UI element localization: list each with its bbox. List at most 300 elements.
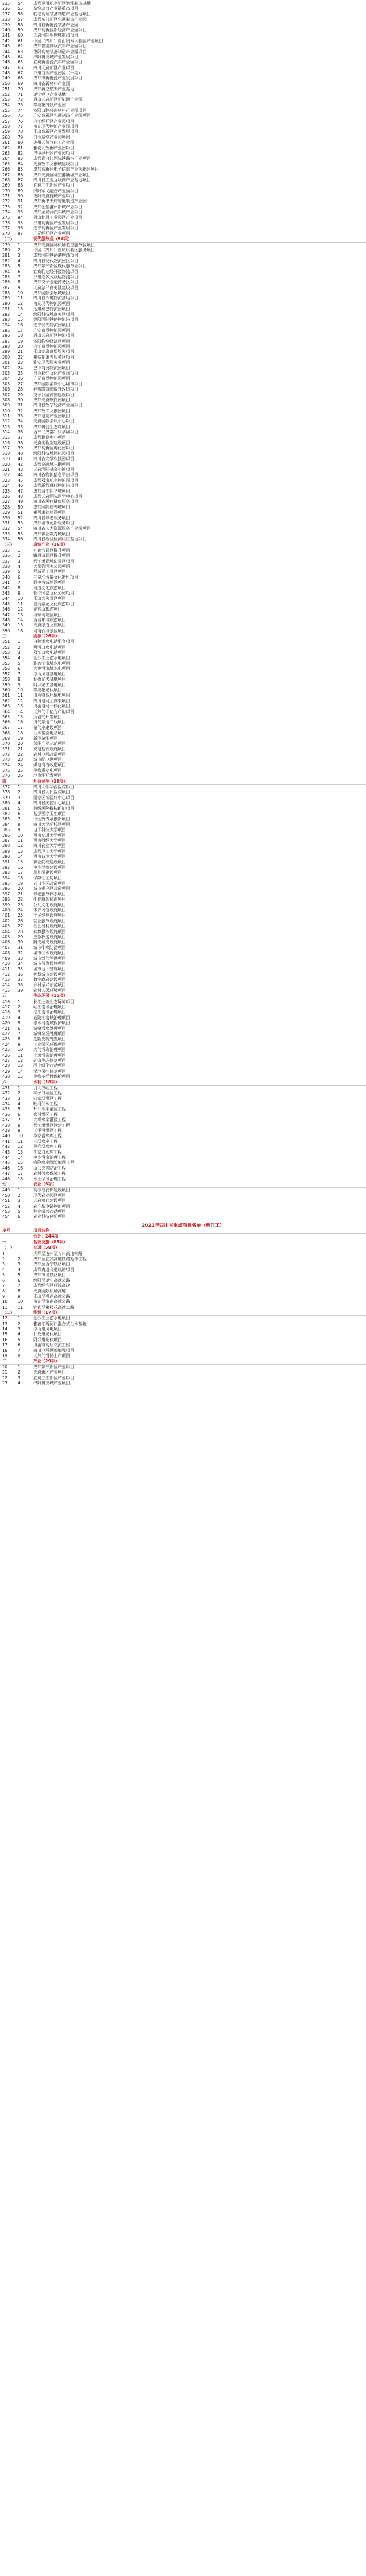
row-total-number: 335 <box>2 548 10 553</box>
project-row <box>0 768 366 773</box>
row-total-number: 278 <box>2 231 10 236</box>
row-category-number: 3 <box>18 1198 21 1204</box>
project-row <box>0 87 366 92</box>
row-text: 成都天府软件园项目 <box>33 397 70 402</box>
row-category-number: 33 <box>18 956 23 961</box>
row-category-number: 54 <box>18 1 23 6</box>
project-row <box>0 1112 366 1117</box>
row-text: 农产品冷链物流项目 <box>33 1204 70 1209</box>
row-text: 成都青白江国际铁路港产业项目 <box>33 156 91 161</box>
row-total-number: 250 <box>2 81 10 86</box>
row-text: 南充现代物流园项目 <box>33 301 70 306</box>
row-category-number: 3 <box>18 795 21 800</box>
row-text: 现代服务业（56项） <box>33 236 72 242</box>
row-total-number: 五 <box>2 993 6 998</box>
row-category-number: 15 <box>18 317 23 323</box>
row-text: 成都天府国际医学中心项目 <box>33 494 82 499</box>
row-category-number: 3 <box>18 1375 21 1380</box>
row-total-number: 374 <box>2 762 10 768</box>
project-row <box>0 1251 366 1257</box>
project-row <box>0 489 366 494</box>
row-category-number: 3 <box>18 1327 21 1332</box>
row-total-number: 399 <box>2 902 10 907</box>
row-total-number: 376 <box>2 773 10 778</box>
row-total-number: 314 <box>2 430 10 435</box>
row-total-number: 10 <box>2 1299 8 1304</box>
project-row <box>0 1166 366 1171</box>
row-total-number: 334 <box>2 537 10 542</box>
row-category-number: 4 <box>18 655 21 660</box>
row-text: 绵阳科技城孵化园项目 <box>33 451 74 456</box>
row-category-number: 2 <box>18 1321 21 1326</box>
project-row <box>0 1257 366 1262</box>
row-text: 城市配电网项目 <box>33 757 62 762</box>
project-row <box>0 199 366 204</box>
row-text: 成都职业教育城项目 <box>33 531 70 536</box>
row-text: 成都城市更新服务项目 <box>33 520 74 526</box>
row-total-number: 341 <box>2 580 10 585</box>
project-row <box>0 253 366 258</box>
project-row <box>0 650 366 655</box>
row-total-number: 259 <box>2 129 10 134</box>
row-total-number: 252 <box>2 92 10 97</box>
row-category-number: 1 <box>18 999 21 1004</box>
row-total-number: 342 <box>2 585 10 590</box>
row-total-number: 16 <box>2 1337 8 1342</box>
row-total-number: 351 <box>2 639 10 645</box>
project-row <box>0 1343 366 1348</box>
row-total-number: 249 <box>2 76 10 81</box>
row-category-number: 21 <box>18 349 23 354</box>
project-row <box>0 843 366 849</box>
row-total-number: 305 <box>2 381 10 386</box>
row-total-number: 297 <box>2 338 10 344</box>
row-total-number: 286 <box>2 280 10 285</box>
project-row <box>0 602 366 607</box>
row-text: 四川省数字经济产业园项目 <box>33 403 82 408</box>
row-category-number: 78 <box>18 129 23 134</box>
row-total-number: 235 <box>2 1 10 6</box>
row-text: 成都至达州至万州高速铁路 <box>33 1251 82 1256</box>
project-row <box>0 1155 366 1160</box>
row-category-number: 39 <box>18 446 23 451</box>
project-row <box>0 564 366 569</box>
row-total-number: 423 <box>2 1037 10 1042</box>
row-text: 乐山高新区产业发展项目 <box>33 129 78 134</box>
project-row <box>0 1144 366 1149</box>
row-category-number: 22 <box>18 752 23 757</box>
row-category-number: 26 <box>18 773 23 778</box>
row-total-number: 270 <box>2 188 10 193</box>
row-text: 城市棚户区改造项目 <box>33 886 70 891</box>
project-row <box>0 913 366 918</box>
project-row <box>0 1037 366 1042</box>
project-row <box>0 661 366 666</box>
row-text: 蜀道文化旅游项目 <box>33 585 66 590</box>
row-total-number: 282 <box>2 258 10 263</box>
project-row <box>0 607 366 612</box>
row-total-number: 1 <box>2 1251 5 1256</box>
project-row <box>0 1150 366 1155</box>
row-text: 天府数字文创城建设项目 <box>33 161 78 166</box>
row-total-number: 序号 <box>2 1228 10 1233</box>
row-total-number: 430 <box>2 1074 10 1079</box>
project-row <box>0 817 366 822</box>
row-text: 成都科创生态岛项目 <box>33 424 70 429</box>
row-text: 眉山甘眉工业园区产业项目 <box>33 215 82 220</box>
row-text: 三星堆古蜀文化遗址项目 <box>33 574 78 580</box>
row-category-number: 3 <box>18 558 21 564</box>
row-category-number: 59 <box>18 27 23 32</box>
row-category-number: 3 <box>18 1096 21 1101</box>
row-total-number: 271 <box>2 194 10 199</box>
row-category-number: 1 <box>18 785 21 790</box>
row-total-number: 346 <box>2 607 10 612</box>
row-category-number: 23 <box>18 757 23 762</box>
project-row <box>0 183 366 188</box>
row-text: 公共文化设施项目 <box>33 902 66 907</box>
project-row <box>0 741 366 747</box>
project-list <box>0 1 366 1386</box>
row-text: 全民健身设施项目 <box>33 913 66 918</box>
row-total-number: 380 <box>2 801 10 806</box>
row-total-number: 六 <box>2 1079 6 1084</box>
row-category-number: 7 <box>18 1348 21 1353</box>
row-category-number: 83 <box>18 156 23 161</box>
project-row <box>0 908 366 913</box>
project-row <box>0 1010 366 1015</box>
row-text: 德阳高端装备制造产业园项目 <box>33 49 87 54</box>
row-total-number: 418 <box>2 1010 10 1015</box>
project-row <box>0 1058 366 1063</box>
project-row <box>0 1337 366 1343</box>
row-category-number: 34 <box>18 419 23 424</box>
row-text: 矿山生态修复项目 <box>33 1058 66 1063</box>
row-total-number: 355 <box>2 661 10 666</box>
project-row <box>0 785 366 790</box>
row-total-number: 307 <box>2 392 10 397</box>
row-text: 成都天府国际机场临空服务区项目 <box>33 242 95 247</box>
row-text: 成都东部新区现代服务业项目 <box>33 264 87 269</box>
row-text: 现代农业园区项目 <box>33 1193 66 1198</box>
row-text: 智慧城市建设项目 <box>33 972 66 977</box>
row-category-number: 32 <box>18 408 23 413</box>
row-total-number: 300 <box>2 354 10 360</box>
row-total-number: 251 <box>2 87 10 92</box>
row-total-number: 20 <box>2 1364 8 1369</box>
project-row <box>0 430 366 435</box>
row-category-number: 35 <box>18 424 23 429</box>
row-text: 都江堰灌区续建工程 <box>33 1123 70 1128</box>
row-category-number: 93 <box>18 210 23 215</box>
row-category-number: 7 <box>18 1117 21 1123</box>
row-total-number: 287 <box>2 285 10 290</box>
project-row <box>0 1117 366 1123</box>
row-text: 成都龙泉驿汽车城产业项目 <box>33 210 82 215</box>
project-row <box>0 205 366 210</box>
row-text: 四川省新材料产业园 <box>33 81 70 86</box>
project-row <box>0 720 366 725</box>
row-text: 成都电竞产业园项目 <box>33 414 70 419</box>
row-total-number: 397 <box>2 891 10 896</box>
row-total-number: 306 <box>2 387 10 392</box>
project-row <box>0 1107 366 1112</box>
row-category-number: 14 <box>18 312 23 317</box>
project-row <box>0 1086 366 1091</box>
row-category-number: 12 <box>18 698 23 703</box>
row-category-number: 22 <box>18 897 23 902</box>
row-text: 大渡河流域水电项目 <box>33 666 70 671</box>
row-total-number: 302 <box>2 365 10 370</box>
project-row <box>0 226 366 231</box>
row-category-number: 81 <box>18 145 23 150</box>
row-category-number: 16 <box>18 628 23 633</box>
row-text: 南充现代物流产业园项目 <box>33 124 78 129</box>
row-text: 乐山文旅商贸服务项目 <box>33 349 74 354</box>
project-row <box>0 688 366 693</box>
row-category-number: 2 <box>18 1091 21 1096</box>
project-row <box>0 269 366 275</box>
row-category-number: 13 <box>18 307 23 312</box>
project-row <box>0 215 366 221</box>
project-row <box>0 360 366 365</box>
row-text: 成都高新区电子信息产业功能区项目 <box>33 167 99 172</box>
row-text: 巴中商贸物流园项目 <box>33 365 70 370</box>
project-row <box>0 60 366 65</box>
project-row <box>0 892 366 897</box>
project-row <box>0 28 366 33</box>
row-total-number: 275 <box>2 215 10 220</box>
row-total-number: 400 <box>2 908 10 913</box>
row-category-number: 6 <box>18 811 21 816</box>
row-category-number: 37 <box>18 435 23 440</box>
project-row <box>0 446 366 451</box>
row-total-number: 255 <box>2 108 10 113</box>
row-total-number: 19 <box>2 1353 8 1359</box>
row-text: 都江堰青城山景区项目 <box>33 558 74 564</box>
row-text: 湿地保护修复项目 <box>33 1069 66 1074</box>
row-total-number: 407 <box>2 945 10 950</box>
row-text: 地热能开发项目 <box>33 773 62 778</box>
row-category-number: 25 <box>18 370 23 376</box>
row-text: 南充至潼南高速公路 <box>33 1299 70 1304</box>
row-total-number: 387 <box>2 838 10 843</box>
row-total-number: 17 <box>2 1343 8 1348</box>
row-category-number: 96 <box>18 226 23 231</box>
row-category-number: 2 <box>18 645 21 650</box>
project-row <box>0 537 366 542</box>
project-row <box>0 559 366 564</box>
project-row <box>0 414 366 419</box>
row-text: 黄桷坝水库工程 <box>33 1144 62 1149</box>
row-text: 高标准农田建设项目 <box>33 1188 70 1193</box>
row-text: 江家口水库工程 <box>33 1149 62 1155</box>
row-total-number: 360 <box>2 688 10 692</box>
row-text: 职业院校建设项目 <box>33 859 66 865</box>
project-row <box>0 419 366 424</box>
row-text: 社会民生（39项） <box>33 778 68 784</box>
row-total-number: 290 <box>2 301 10 306</box>
project-row <box>0 301 366 307</box>
row-category-number: 18 <box>18 875 23 880</box>
row-total-number: 3 <box>2 1262 5 1267</box>
row-total-number: 289 <box>2 296 10 301</box>
row-category-number: 44 <box>18 472 23 478</box>
project-row <box>0 988 366 993</box>
row-category-number: 6 <box>18 1112 21 1117</box>
row-category-number: 31 <box>18 403 23 408</box>
project-row <box>0 409 366 414</box>
row-category-number: 8 <box>18 1123 21 1128</box>
row-category-number: 84 <box>18 161 23 166</box>
project-row <box>0 1101 366 1107</box>
row-text: 水利（18项） <box>33 1079 60 1084</box>
row-total-number: 369 <box>2 736 10 741</box>
row-text: 天府总部商务区建设项目 <box>33 285 78 290</box>
row-total-number: 7 <box>2 1283 5 1288</box>
project-row <box>0 97 366 103</box>
row-total-number: 398 <box>2 897 10 902</box>
row-text: 病险水库除险加固工程 <box>33 1160 74 1165</box>
row-total-number: 370 <box>2 741 10 746</box>
project-row <box>0 499 366 504</box>
row-text: 内江商贸物流园项目 <box>33 344 70 349</box>
project-row <box>0 575 366 580</box>
project-row <box>0 92 366 97</box>
row-text: 四川电网主网架项目 <box>33 698 70 703</box>
row-category-number: 15 <box>18 1074 23 1079</box>
project-row <box>0 1278 366 1283</box>
row-category-number: 5 <box>18 1209 21 1214</box>
row-category-number: 11 <box>18 1053 23 1058</box>
project-row <box>0 1365 366 1370</box>
row-total-number: 256 <box>2 113 10 118</box>
row-text: 城镇垃圾处理项目 <box>33 1031 66 1036</box>
row-text: 李家岩水库工程 <box>33 1133 62 1139</box>
row-text: 成都航空航天产业基地 <box>33 87 74 92</box>
project-row <box>0 704 366 709</box>
project-row <box>0 613 366 618</box>
row-text: 能源（17项） <box>33 1310 60 1315</box>
row-total-number: 367 <box>2 725 10 730</box>
project-row <box>0 1069 366 1074</box>
row-category-number: 22 <box>18 354 23 360</box>
row-text: 绵阳至遂宁高速公路 <box>33 1278 70 1283</box>
row-text: 四川省大学科技园项目 <box>33 456 74 462</box>
row-category-number: 62 <box>18 44 23 49</box>
row-category-number: 82 <box>18 150 23 156</box>
row-total-number: 257 <box>2 118 10 124</box>
row-total-number: 419 <box>2 1015 10 1020</box>
row-category-number: 92 <box>18 204 23 209</box>
project-row <box>0 1321 366 1327</box>
row-text: 亭子口灌区工程 <box>33 1091 62 1096</box>
row-category-number: 13 <box>18 612 23 617</box>
row-category-number: 68 <box>18 76 23 81</box>
row-text: 春熙路商圈提升改造项目 <box>33 387 78 392</box>
row-category-number: 16 <box>18 1165 23 1171</box>
row-text: 基础设施（85项） <box>33 1239 68 1244</box>
project-row <box>0 103 366 108</box>
row-text: 天府粮仓建设项目 <box>33 1198 66 1204</box>
row-text: 绵阳科技城产业项目 <box>33 1381 70 1385</box>
project-row <box>0 1091 366 1096</box>
row-text: 成都新都现代物流港项目 <box>33 483 78 488</box>
row-total-number: 269 <box>2 183 10 188</box>
row-text: 中国（四川）自贸试验区服务项目 <box>33 247 95 252</box>
row-total-number: 384 <box>2 822 10 827</box>
row-total-number: 23 <box>2 1381 8 1385</box>
row-total-number: 293 <box>2 317 10 323</box>
project-row <box>0 1299 366 1304</box>
row-category-number: 35 <box>18 967 23 972</box>
project-row <box>0 494 366 499</box>
row-category-number: 18 <box>18 731 23 736</box>
row-total-number: 339 <box>2 569 10 574</box>
project-row <box>0 1128 366 1133</box>
row-category-number: 56 <box>18 11 23 16</box>
row-text: 煤电清洁改造项目 <box>33 762 66 768</box>
project-row <box>0 393 366 398</box>
row-total-number: 450 <box>2 1193 10 1198</box>
project-row <box>0 699 366 704</box>
project-row <box>0 307 366 312</box>
row-category-number: 13 <box>18 704 23 709</box>
row-total-number: 425 <box>2 1047 10 1053</box>
row-total-number: 393 <box>2 870 10 875</box>
project-row <box>0 1198 366 1204</box>
row-category-number: 11 <box>18 693 23 698</box>
row-total-number: 424 <box>2 1042 10 1047</box>
row-total-number: 353 <box>2 650 10 655</box>
row-text: 中医药传承创新项目 <box>33 817 70 822</box>
row-category-number: 73 <box>18 103 23 108</box>
row-text: 沱江流域治理项目 <box>33 1010 66 1015</box>
project-row <box>0 806 366 811</box>
row-category-number: 17 <box>18 870 23 875</box>
row-category-number: 20 <box>18 886 23 891</box>
row-category-number: 2 <box>18 1193 21 1198</box>
row-total-number: （二） <box>2 1310 14 1315</box>
row-text: 长征国家文化公园项目 <box>33 590 74 596</box>
row-category-number: 79 <box>18 134 23 140</box>
row-text: 嘉陵江流域治理项目 <box>33 1015 70 1020</box>
row-category-number: 86 <box>18 172 23 177</box>
row-category-number: 61 <box>18 38 23 43</box>
row-total-number: 354 <box>2 655 10 660</box>
row-total-number: 356 <box>2 666 10 671</box>
row-total-number: 310 <box>2 408 10 413</box>
row-total-number: 352 <box>2 645 10 650</box>
row-total-number: 375 <box>2 768 10 773</box>
row-category-number: 5 <box>18 1337 21 1342</box>
project-row <box>0 71 366 76</box>
category-heading <box>0 993 366 999</box>
row-text: 航空动力产业链重点项目 <box>33 6 78 11</box>
row-total-number: 267 <box>2 172 10 177</box>
row-text: 页岩气开发项目 <box>33 714 62 719</box>
row-category-number: 10 <box>18 1133 23 1139</box>
row-text: 四川大学新校区项目 <box>33 822 70 827</box>
row-total-number: 276 <box>2 221 10 226</box>
row-total-number: 265 <box>2 161 10 166</box>
row-category-number: 77 <box>18 124 23 129</box>
row-text: 成都新津天府智能制造产业园 <box>33 199 87 204</box>
row-total-number: 245 <box>2 54 10 59</box>
row-text: 资阳临空经济区项目 <box>33 338 70 344</box>
row-category-number: 58 <box>18 22 23 27</box>
row-total-number: 405 <box>2 934 10 939</box>
